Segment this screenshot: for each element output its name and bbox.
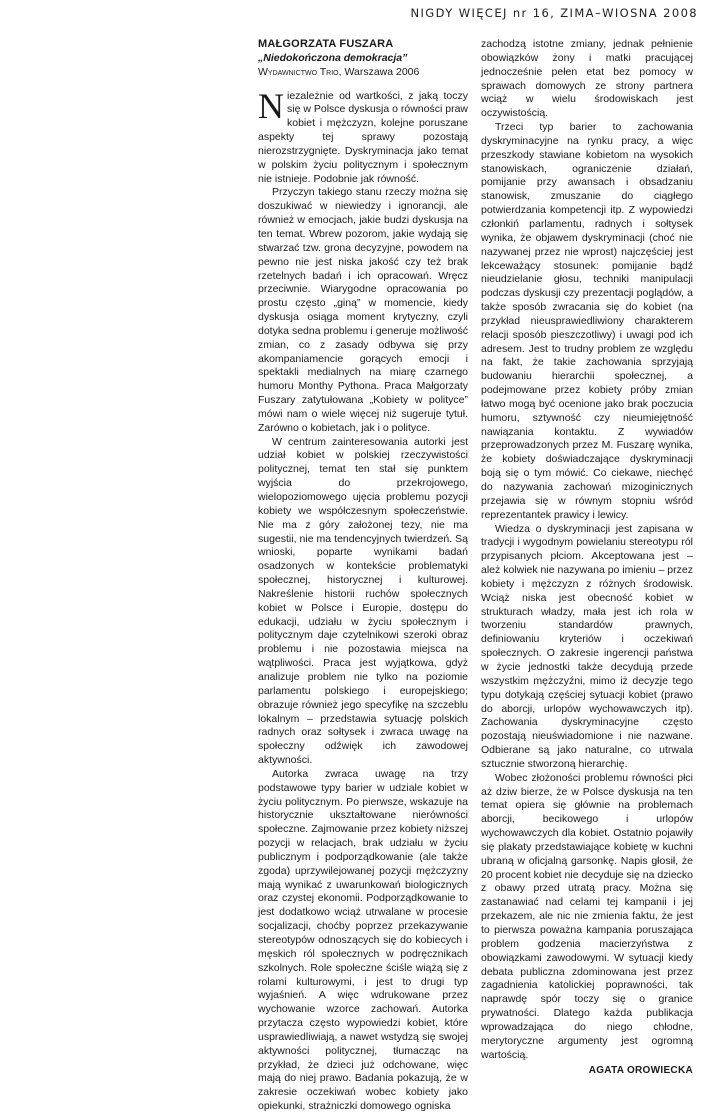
book-title: „Niedokończona demokracja” <box>258 51 408 64</box>
left-column <box>258 38 468 1114</box>
paragraph-1-text: iezależnie od wartkości, z jaką toczy się w Polsce dyskusja o równości praw kobiet i mężczyzn, kolejne poruszane aspekty tej sprawy pozostają nierozstrzygnięte. Dyskryminacja jako temat w polskim życiu politycznym i społecznym nie istnieje. Podobnie jak równość. <box>258 89 468 185</box>
publisher-name: Wydawnictwo Trio <box>258 65 339 78</box>
review-paragraph-2: Przyczyn takiego stanu rzeczy można się doszukiwać w niewiedzy i ignorancji, ale również w emocjach, jakie budzi dyskusja na ten temat. Wbrew pozorom, jakie wydają się stwarzać tzw. grona decyzyjne, powodem na pewno nie jest niska jakość czy też brak rzetelnych badań i ich opracowań. Wręcz przeciwnie. Wiarygodne opracowania po prostu często „giną” w momencie, kiedy dyskusja osiąga moment krytyczny, czyli dotyka sedna problemu i generuje możliwość zmian, co z zasady odbywa się przy akompaniamencie gorących emocji i spektakli medialnych na miarę czarnego humoru Monthy Pythona. Praca Małgorzaty Fuszary zatytułowana „Kobiety w polityce” mówi nam o wiele więcej niż sugeruje tytuł. Zarówno o kobietach, jak i o polityce. <box>258 186 468 434</box>
publisher-city-year: , Warszawa 2006 <box>338 65 420 78</box>
review-paragraph-5: zachodzą istotne zmiany, jednak pełnienie obowiązków żony i matki pracującej jednocześnie pełen etat bez pomocy w sprawach domowych ze strony partnera wciąż w wielu środowiskach jest oczywistością. <box>481 38 693 120</box>
review-paragraph-3: W centrum zainteresowania autorki jest udział kobiet w polskiej rzeczywistości politycznej, temat ten stał się punktem wyjścia do przekrojowego, wielopoziomowego ujęcia problemu pozycji kobiety we współczesnym społeczeństwie. Nie ma z góry założonej tezy, nie ma sugestii, nie ma tendencyjnych twierdzeń. Są wnioski, poparte wynikami badań osadzonych w kontekście problematyki społecznej, historycznej i kulturowej. Nakreślenie historii ruchów społecznych kobiet w Polsce i Europie, dostępu do edukacji, udziału w życiu społecznym i politycznym daje czytelnikowi szeroki obraz problemu i nie pozostawia miejsca na wątpliwości. Praca jest wyjątkowa, gdyż analizuje problem nie tylko na poziomie parlamentu polskiego i europejskiego; obrazuje również jego specyfikę na szczeblu lokalnym – przedstawia sytuację polskich radnych oraz sołtysek i zwraca uwagę na społeczny odźwięk ich zawodowej aktywności. <box>258 435 468 767</box>
review-paragraph-8: Wobec złożoności problemu równości płci aż dziw bierze, że w Polsce dyskusja na ten temat opiera się głównie na problemach aborcji, becikowego i urlopów wychowawczych dla kobiet. Ostatnio pojawiły się plakaty przedstawiające kobietę w kuchni ubraną w oficjalną garsonkę. Napis głosił, że 20 procent kobiet nie decyduje się na dziecko z obawy przed utratą pracy. Można się zastanawiać nad celami tej kampanii i jej przekazem, ale nic nie zmienia faktu, że jest to pierwsza poważna kampania poruszająca problem godzenia macierzyństwa z obowiązkami zawodowymi. W sytuacji kiedy debata publiczna zdominowana jest przez zagadnienia katolickiej poprawności, tak naprawdę spór toczy się o granice prywatności. Dlatego każda publikacja wprowadzająca do niego chłodne, merytoryczne argumenty jest ogromną wartością. <box>481 771 693 1061</box>
book-publisher <box>258 66 468 80</box>
drop-cap: N <box>258 85 284 126</box>
review-paragraph-7: Wiedza o dyskryminacji jest zapisana w tradycji i wygodnym powielaniu stereotypu ról przypisanych płciom. Akceptowana jest – ależ kolwiek nie nazywana po imieniu – przez kobiety i mężczyzn z różnych środowisk. Wciąż niska jest obecność kobiet w strukturach władzy, mała jest ich rola w tworzeniu standardów prawnych, definiowaniu kryteriów i oczekiwań społecznych. O zakresie ingerencji państwa w życie jednostki także decydują przede wszystkim mężczyźni, mimo iż decyzje tego typu dotykają częściej sytuacji kobiet (prawo do aborcji, urlopów wychowawczych itp). Zachowania dyskryminacyjne często pozostają nieuświadomione i nie nazwane. Odbierane są jako naturalne, co utrwala sztucznie stworzoną hierarchię. <box>481 522 693 770</box>
review-paragraph-6: Trzeci typ barier to zachowania dyskryminacyjne na rynku pracy, a więc przeszkody stawiane kobietom na wysokich stanowiskach, ograniczenie działań, pomijanie przy awansach i obsadzaniu stanowisk, zmuszanie do ciągłego potwierdzania kompetencji itp. Z wypowiedzi członkiń parlamentu, radnych i sołtysek wynika, że objawem dyskryminacji (choć nie nazywanej przez nie wprost) najczęściej jest lekceważący stosunek: pomijanie bądź nieudzielanie głosu, techniki manipulacji podczas dyskusji czy prezentacji poglądów, a także sposób zwracania się do kobiet (na przykład nieusprawiedliwiony charakterem relacji sposób pieszczotliwy) i uwagi pod ich adresem. Jest to trudny problem ze względu na fakt, że takie zachowania sprzyjają budowaniu hierarchii społecznej, a podejmowane przez kobiety próby zmian łatwo mogą być ocenione jako brak poczucia humoru, sztywność czy nieumiejętność nawiązania kontaktu. Z wywiadów przeprowadzonych przez M. Fuszarę wynika, że kobiety doświadczające dyskryminacji boją się o tym mówić. Co ciekawe, niechęć do nazywania zachowań mizoginicznych przejawia się w równym stopniu wśród reprezentantek prawicy i lewicy. <box>481 121 693 521</box>
review-signature: AGATA OROWIECKA <box>588 1065 693 1077</box>
right-column <box>481 38 693 1078</box>
review-paragraph-1 <box>258 85 468 187</box>
running-header: NIGDY WIĘCEJ nr 16, ZIMA–WIOSNA 2008 <box>410 6 698 20</box>
book-author: MAŁGORZATA FUSZARA <box>258 38 394 50</box>
review-paragraph-4: Autorka zwraca uwagę na trzy podstawowe typy barier w udziale kobiet w życiu politycznym. Po pierwsze, wskazuje na historycznie ukształtowane nierówności społeczne. Zajmowanie przez kobiety niższej pozycji w relacjach, brak udziału w życiu publicznym i podporządkowanie (ale także zgoda) uprzywilejowanej pozycji mężczyzny mają wynikać z uwarunkowań biologicznych oraz czystej ekonomii. Podporządkowanie to jest dodatkowo wciąż utrwalane w procesie socjalizacji, choćby poprzez przekazywanie stereotypów odnoszących się do kobiecych i męskich ról społecznych w podręcznikach szkolnych. Role społeczne ściśle wiążą się z rolami kulturowymi, i jest to drugi typ wyjaśnień. A więc wdrukowane przez wychowanie wzorce zachowań. Autorka przytacza często wypowiedzi kobiet, które usprawiedliwiają, a nawet wstydzą się swojej aktywności politycznej, tłumacząc na przykład, że dzieci już odchowane, więc mają do niej prawo. Badania pokazują, że w zakresie oczekiwań wobec kobiety jako opiekunki, strażniczki domowego ogniska <box>258 767 468 1113</box>
